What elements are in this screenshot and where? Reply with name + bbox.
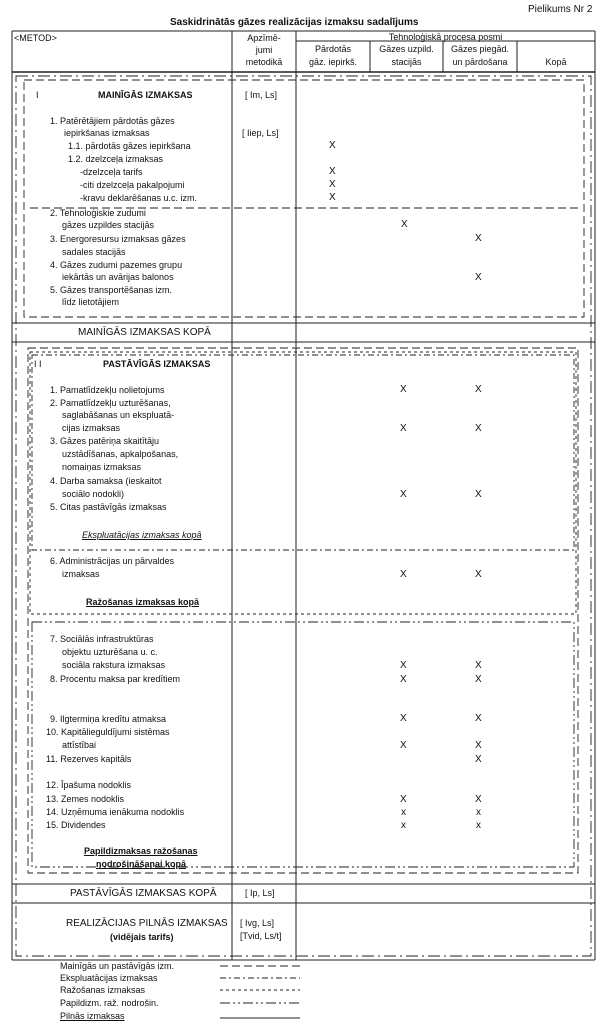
mark-s2-1b: X (475, 384, 482, 395)
prod-total: Ražošanas izmaksas kopā (86, 597, 200, 607)
item4-line1: 4. Gāzes zudumi pazemes grupu (50, 260, 183, 270)
mark-s2-2b: X (475, 423, 482, 434)
item4-line2: iekārtās un avārijas balonos (62, 272, 174, 282)
item3-line2: sadales stacijās (62, 247, 126, 257)
full-costs-code1: [ Ivg, Ls] (240, 918, 275, 928)
s2-item13: 13. Zemes nodoklis (46, 794, 125, 804)
s2-item1: 1. Pamatlīdzekļu nolietojums (50, 385, 165, 395)
mark-s2-13b: X (475, 794, 482, 805)
s2-item10-line2: attīstībai (62, 740, 97, 750)
header-col4: Kopā (545, 57, 567, 67)
item5-line2: līdz lietotājiem (62, 297, 120, 307)
expl-total: Ekspluatācijas izmaksas kopā (82, 530, 202, 540)
s2-item10-line1: 10. Kapitālieguldījumi sistēmas (46, 727, 170, 737)
s2-item7-line1: 7. Sociālās infrastruktūras (50, 634, 154, 644)
legend-label-1: Mainīgās un pastāvīgās izm. (60, 961, 175, 971)
mark-item4: X (475, 272, 482, 283)
s2-item2-line3: cijas izmaksas (62, 423, 121, 433)
header-apz-line2: jumi (255, 45, 273, 55)
header-col1-line1: Pārdotās (314, 44, 352, 54)
mark-s2-15a: x (401, 820, 406, 831)
mark-s2-10b: X (475, 740, 482, 751)
s2-item14: 14. Uzņēmuma ienākuma nodoklis (46, 807, 185, 817)
supp-total-line2: nodrošināšanai kopā (96, 859, 187, 869)
legend-label-5: Pilnās izmaksas (60, 1011, 125, 1021)
mark-s2-14a: x (401, 807, 406, 818)
mark-sub12c: X (329, 192, 336, 203)
s2-item2-line1: 2. Pamatlīdzekļu uzturēšanas, (50, 398, 171, 408)
mark-sub12a: X (329, 166, 336, 177)
mark-s2-2a: X (400, 423, 407, 434)
item1-line2: iepirkšanas izmaksas (64, 128, 150, 138)
item5-line1: 5. Gāzes transportēšanas izm. (50, 285, 173, 295)
s2-item7-line2: objektu uzturēšana u. c. (62, 647, 158, 657)
s2-item2-line2: saglabāšanas un ekspluatā- (62, 410, 175, 420)
mark-s2-4b: X (475, 489, 482, 500)
header-col3-line2: un pārdošana (452, 57, 508, 67)
section2-roman: I I (34, 359, 42, 369)
mark-s2-14b: x (476, 807, 481, 818)
section2-total: PASTĀVĪGĀS IZMAKSAS KOPĀ (70, 888, 217, 899)
mark-s2-1a: X (400, 384, 407, 395)
header-col2-line1: Gāzes uzpild. (379, 44, 434, 54)
header-col3-line1: Gāzes piegād. (450, 44, 510, 54)
full-costs-line1: REALIZĀCIJAS PILNĀS IZMAKSAS (66, 918, 228, 929)
header-tech: Tehnoloģiskā procesa posmi (388, 32, 503, 42)
frame-papildizmaksas (32, 622, 574, 867)
sub12c: -kravu deklarēšanas u.c. izm. (80, 193, 198, 203)
s2-item12: 12. Īpašuma nodoklis (46, 780, 132, 790)
mark-sub11: X (329, 140, 336, 151)
sub11: 1.1. pārdotās gāzes iepirkšana (68, 141, 191, 151)
sub12b: -citi dzelzceļa pakalpojumi (80, 180, 185, 190)
mark-s2-9b: X (475, 713, 482, 724)
item1-code: [ Iiep, Ls] (242, 128, 279, 138)
mark-s2-4a: X (400, 489, 407, 500)
sub12a: -dzelzceļa tarifs (80, 167, 143, 177)
s2-item8: 8. Procentu maksa par kredītiem (50, 674, 181, 684)
supp-total-line1: Papildizmaksas ražošanas (84, 846, 198, 856)
s2-item15: 15. Dividendes (46, 820, 106, 830)
mark-s2-8a: X (400, 674, 407, 685)
document-title: Saskidrinātās gāzes realizācijas izmaksu sadalījums (170, 17, 419, 28)
header-col1-line2: gāz. iepirkš. (308, 57, 358, 67)
section2-title: PASTĀVĪGĀS IZMAKSAS (103, 359, 211, 369)
mark-s2-6a: X (400, 569, 407, 580)
legend-label-3: Ražošanas izmaksas (60, 985, 146, 995)
mark-s2-8b: X (475, 674, 482, 685)
mark-s2-9a: X (400, 713, 407, 724)
mark-sub12b: X (329, 179, 336, 190)
s2-item6-line1: 6. Administrācijas un pārvaldes (50, 556, 175, 566)
item1-line1: 1. Patērētājiem pārdotās gāzes (50, 116, 175, 126)
s2-item4-line2: sociālo nodokli) (62, 489, 125, 499)
s2-item5: 5. Citas pastāvīgās izmaksas (50, 502, 167, 512)
s2-item9: 9. Ilgtermiņa kredītu atmaksa (50, 714, 167, 724)
s2-item7-line3: sociāla rakstura izmaksas (62, 660, 166, 670)
s2-item3-line2: uzstādīšanas, apkalpošanas, (62, 449, 179, 459)
mark-s2-15b: x (476, 820, 481, 831)
mark-s2-7a: X (400, 660, 407, 671)
section1-roman: I (36, 90, 39, 100)
s2-item4-line1: 4. Darba samaksa (ieskaitot (50, 476, 162, 486)
mark-item3: X (475, 233, 482, 244)
mark-s2-10a: X (400, 740, 407, 751)
appendix-label: Pielikums Nr 2 (528, 4, 593, 15)
header-apz-line1: Apzīmē- (247, 33, 281, 43)
legend-label-4: Papildizm. raž. nodrošin. (60, 998, 159, 1008)
item3-line1: 3. Energoresursu izmaksas gāzes (50, 234, 186, 244)
mark-s2-13a: X (400, 794, 407, 805)
legend-label-2: Ekspluatācijas izmaksas (60, 973, 158, 983)
section1-code: [ Im, Ls] (245, 90, 278, 100)
mark-item2: X (401, 219, 408, 230)
header-metod: <METOD> (14, 33, 57, 43)
header-apz-line3: metodikā (245, 57, 283, 67)
s2-item11: 11. Rezerves kapitāls (46, 754, 132, 764)
full-costs-code2: [Tvid, Ls/t] (240, 931, 282, 941)
section1-title: MAINĪGĀS IZMAKSAS (98, 90, 193, 100)
item2-line2: gāzes uzpildes stacijās (62, 220, 155, 230)
full-costs-line2: (vidējais tarifs) (110, 932, 174, 942)
mark-s2-7b: X (475, 660, 482, 671)
item2-line1: 2. Tehnoloģiskie zudumi (50, 208, 146, 218)
mark-s2-11b: X (475, 754, 482, 765)
mark-s2-6b: X (475, 569, 482, 580)
header-col2-line2: stacijās (391, 57, 422, 67)
section1-total: MAINĪGĀS IZMAKSAS KOPĀ (78, 327, 211, 338)
s2-item3-line1: 3. Gāzes patēriņa skaitītāju (50, 436, 160, 446)
s2-item6-line2: izmaksas (62, 569, 100, 579)
sub12: 1.2. dzelzceļa izmaksas (68, 154, 164, 164)
s2-item3-line3: nomaiņas izmaksas (62, 462, 142, 472)
section2-total-code: [ Ip, Ls] (245, 888, 275, 898)
